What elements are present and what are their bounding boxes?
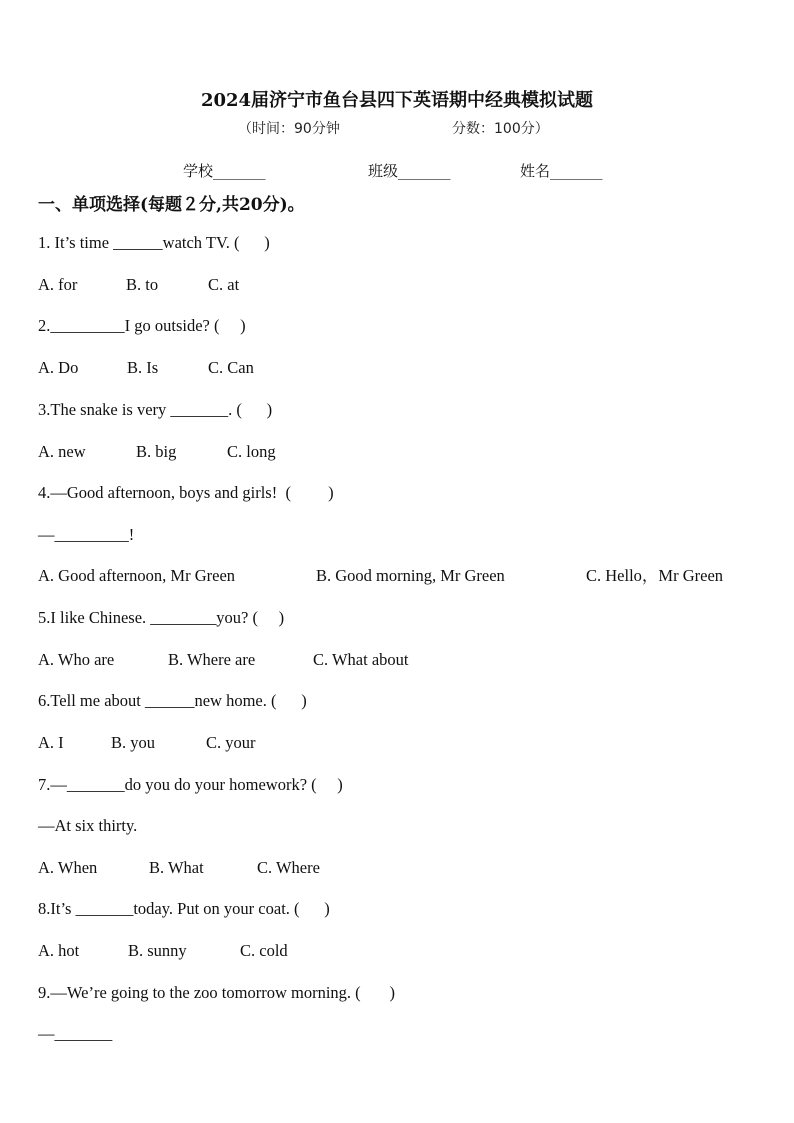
q1-option-b: B. to <box>126 275 159 294</box>
question-9-reply: —_______ <box>38 1024 113 1043</box>
exam-time: （时间：90分钟 <box>238 121 340 137</box>
q2-option-b: B. Is <box>127 358 159 377</box>
q4-option-a: A. Good afternoon, Mr Green <box>38 566 236 585</box>
question-6-stem: 6.Tell me about ______new home. ( ) <box>38 691 307 710</box>
section-heading: 一、单项选择(每题２分,共20分)。 <box>38 195 305 215</box>
q7-option-a: A. When <box>38 858 98 877</box>
exam-title: 2024届济宁市鱼台县四下英语期中经典模拟试题 <box>200 90 594 111</box>
question-4-stem: 4.—Good afternoon, boys and girls! ( ) <box>38 483 334 502</box>
q5-option-b: B. Where are <box>168 650 256 669</box>
question-4-reply: —_________! <box>38 525 135 544</box>
q8-option-a: A. hot <box>38 941 80 960</box>
question-2-stem: 2._________I go outside? ( ) <box>38 316 246 335</box>
q5-option-c: C. What about <box>313 650 409 669</box>
q7-option-b: B. What <box>149 858 204 877</box>
q6-option-b: B. you <box>111 733 156 752</box>
q8-option-c: C. cold <box>240 941 288 960</box>
name-field: 姓名_______ <box>520 162 603 180</box>
question-9-stem: 9.—We’re going to the zoo tomorrow morning. ( ) <box>38 983 396 1002</box>
q2-option-a: A. Do <box>38 358 79 377</box>
q5-option-a: A. Who are <box>38 650 115 669</box>
question-3-stem: 3.The snake is very _______. ( ) <box>38 400 273 419</box>
q3-option-c: C. long <box>227 442 276 461</box>
q4-option-b: B. Good morning, Mr Green <box>316 566 505 585</box>
q3-option-b: B. big <box>136 442 177 461</box>
q3-option-a: A. new <box>38 442 86 461</box>
q6-option-c: C. your <box>206 733 256 752</box>
question-1-stem: 1. It’s time ______watch TV. ( ) <box>38 233 270 252</box>
q4-option-c: C. Hello，Mr Green <box>586 566 724 585</box>
question-5-stem: 5.I like Chinese. ________you? ( ) <box>38 608 285 627</box>
school-field: 学校_______ <box>183 162 266 180</box>
question-8-stem: 8.It’s _______today. Put on your coat. ( ) <box>38 899 330 918</box>
question-7-stem: 7.—_______do you do your homework? ( ) <box>38 775 343 794</box>
q1-option-c: C. at <box>208 275 240 294</box>
q7-option-c: C. Where <box>257 858 320 877</box>
exam-score: 分数：100分） <box>452 121 549 137</box>
q1-option-a: A. for <box>38 275 78 294</box>
q2-option-c: C. Can <box>208 358 254 377</box>
question-7-reply: —At six thirty. <box>38 816 138 835</box>
q6-option-a: A. I <box>38 733 64 752</box>
q8-option-b: B. sunny <box>128 941 187 960</box>
class-field: 班级_______ <box>368 162 451 180</box>
